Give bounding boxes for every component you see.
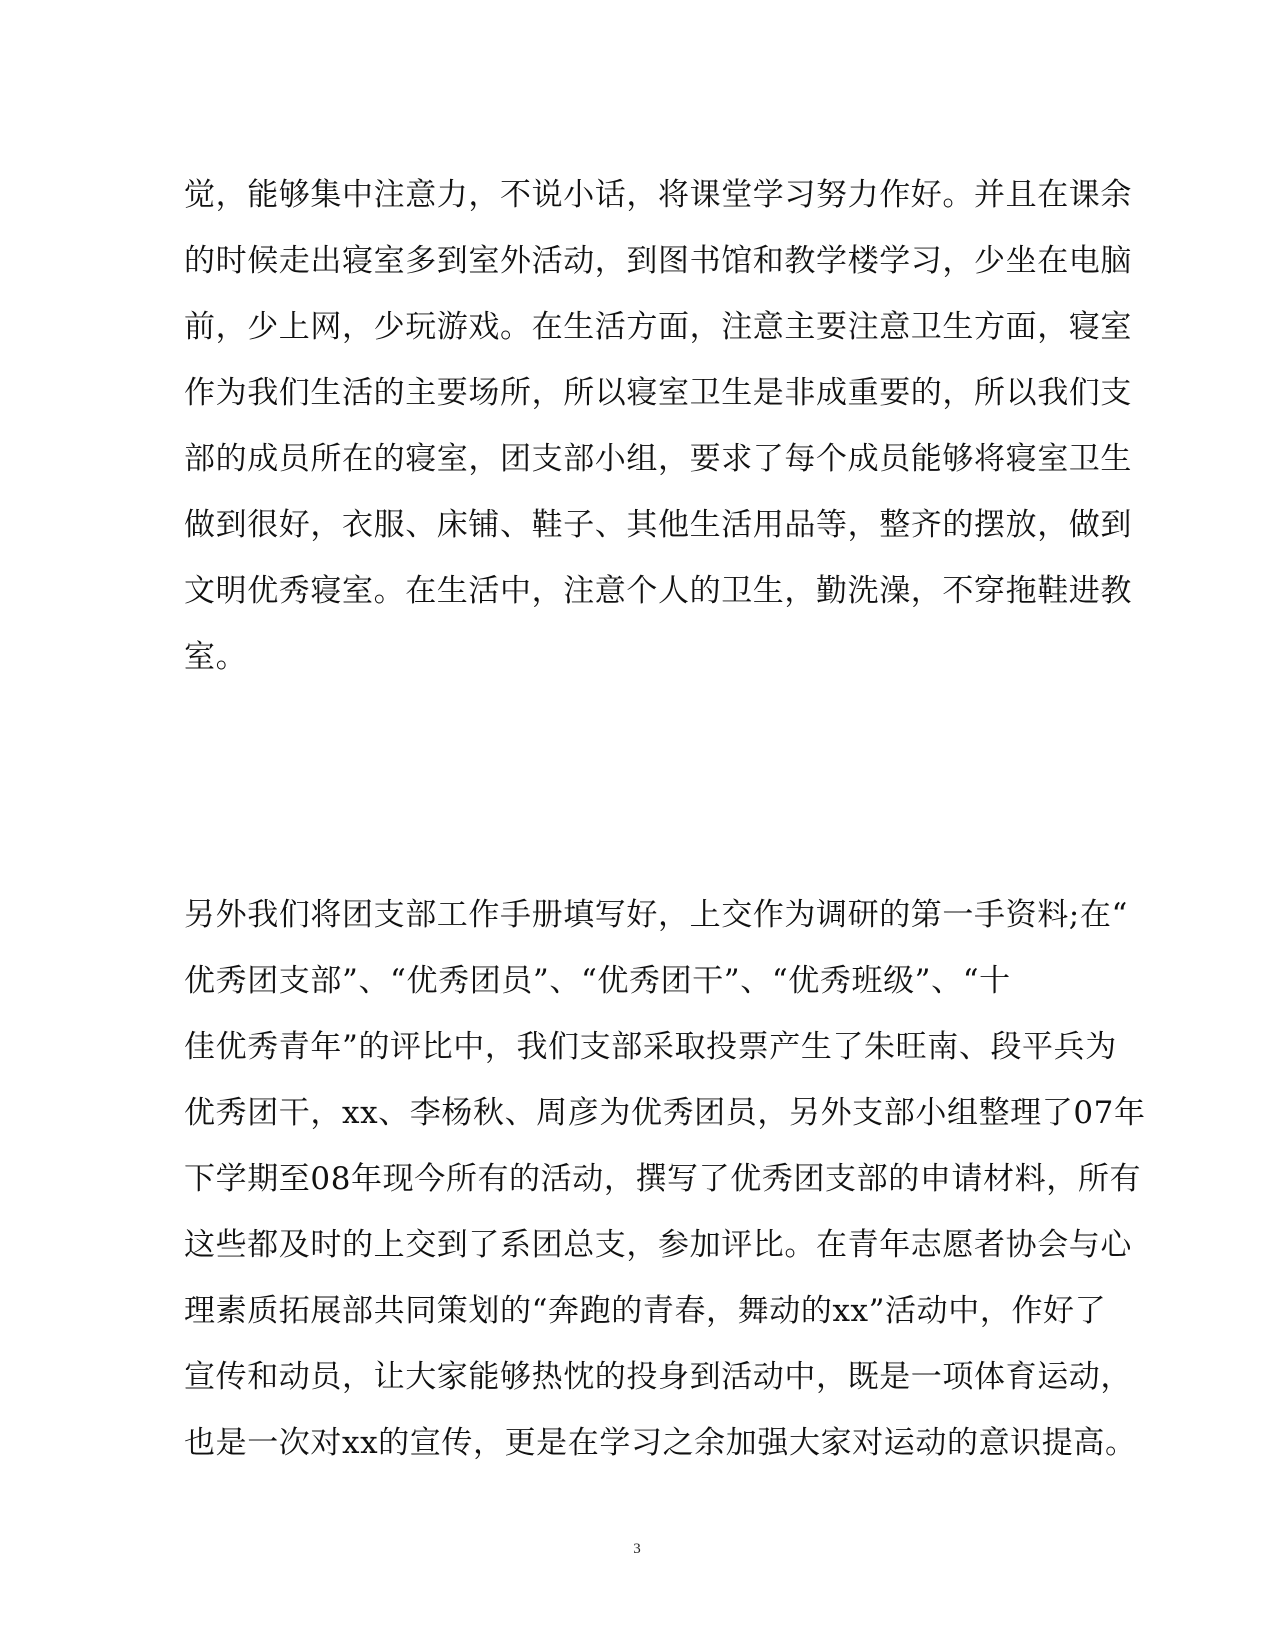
text-line: 这些都及时的上交到了系团总支，参加评比。在青年志愿者协会与心 bbox=[184, 1227, 1132, 1263]
text-line: 部的成员所在的寝室，团支部小组，要求了每个成员能够将寝室卫生 bbox=[184, 441, 1132, 477]
paragraph-dorm-hygiene bbox=[184, 162, 1132, 690]
text-line: 宣传和动员，让大家能够热忱的投身到活动中，既是一项体育运动， bbox=[184, 1359, 1132, 1395]
text-line: 文明优秀寝室。在生活中，注意个人的卫生，勤洗澡，不穿拖鞋进教 bbox=[184, 573, 1132, 609]
text-line: 的时候走出寝室多到室外活动，到图书馆和教学楼学习，少坐在电脑 bbox=[184, 243, 1132, 279]
text-line: 佳优秀青年”的评比中，我们支部采取投票产生了朱旺南、段平兵为 bbox=[184, 1029, 1117, 1065]
text-line: 室。 bbox=[184, 639, 248, 675]
page-number: 3 bbox=[633, 1541, 641, 1557]
text-line: 也是一次对xx的宣传，更是在学习之余加强大家对运动的意识提高。 bbox=[184, 1425, 1137, 1461]
paragraph-league-evaluation bbox=[184, 882, 1146, 1476]
text-line: 优秀团干，xx、李杨秋、周彦为优秀团员，另外支部小组整理了07年 bbox=[184, 1095, 1146, 1131]
text-line: 前，少上网，少玩游戏。在生活方面，注意主要注意卫生方面，寝室 bbox=[184, 309, 1132, 345]
text-line: 理素质拓展部共同策划的“奔跑的青春，舞动的xx”活动中，作好了 bbox=[184, 1293, 1107, 1329]
text-line: 另外我们将团支部工作手册填写好，上交作为调研的第一手资料;在“ bbox=[184, 897, 1128, 933]
text-line: 作为我们生活的主要场所，所以寝室卫生是非成重要的，所以我们支 bbox=[184, 375, 1132, 411]
text-line: 做到很好，衣服、床铺、鞋子、其他生活用品等，整齐的摆放，做到 bbox=[184, 507, 1132, 543]
text-line: 觉，能够集中注意力，不说小话，将课堂学习努力作好。并且在课余 bbox=[184, 177, 1132, 213]
text-line: 优秀团支部”、“优秀团员”、“优秀团干”、“优秀班级”、“十 bbox=[184, 963, 1011, 999]
text-line: 下学期至08年现今所有的活动，撰写了优秀团支部的申请材料，所有 bbox=[184, 1161, 1142, 1197]
